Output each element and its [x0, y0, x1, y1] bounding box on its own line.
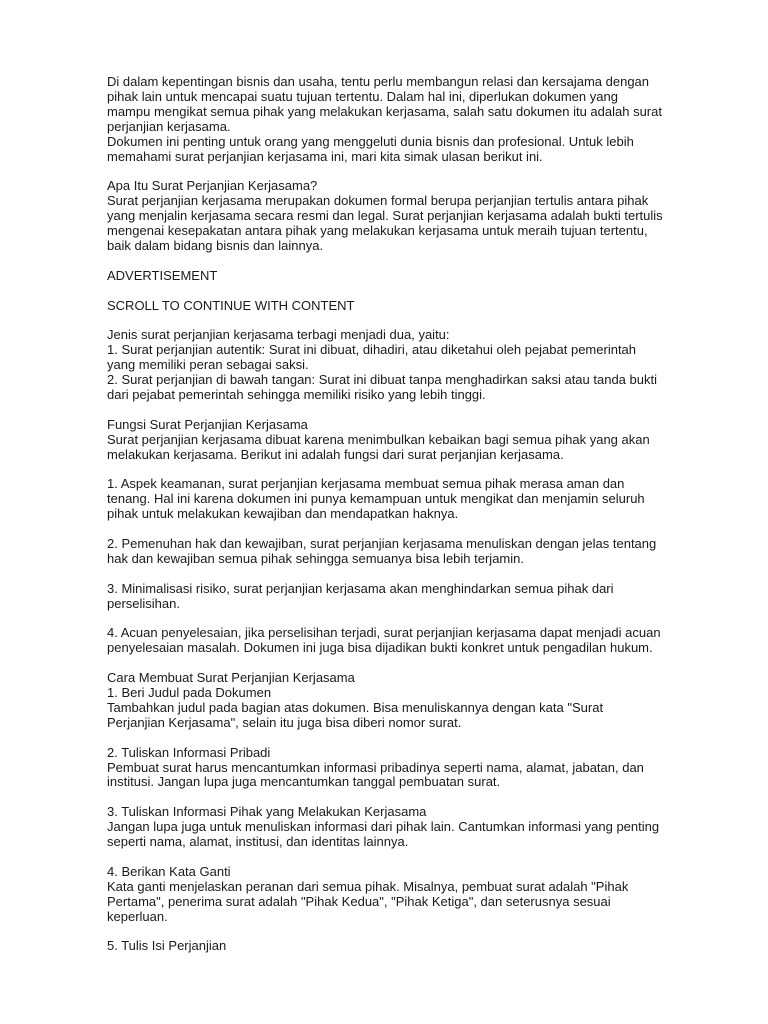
text-line: 3. Minimalisasi risiko, surat perjanjian kerjasama akan menghindarkan semua pihak dari — [107, 580, 614, 596]
paragraph — [107, 671, 707, 731]
paragraph — [107, 537, 707, 567]
paragraph — [107, 75, 707, 164]
text-line: yang memiliki peran sebagai saksi. — [107, 357, 309, 373]
text-line: Jangan lupa juga untuk menuliskan informasi dari pihak lain. Cantumkan informasi yang penting — [107, 819, 660, 835]
paragraph — [107, 865, 707, 925]
text-line: 1. Beri Judul pada Dokumen — [107, 685, 272, 700]
paragraph — [107, 626, 707, 656]
text-line: melakukan kerjasama. Berikut ini adalah fungsi dari surat perjanjian kerjasama. — [107, 446, 564, 462]
text-line: 2. Surat perjanjian di bawah tangan: Surat ini dibuat tanpa menghadirkan saksi atau tanda bukti — [107, 372, 657, 388]
text-line: Jenis surat perjanjian kerjasama terbagi menjadi dua, yaitu: — [107, 327, 450, 343]
text-line: Fungsi Surat Perjanjian Kerjasama — [107, 416, 308, 432]
paragraph — [107, 299, 707, 314]
text-line: Pembuat surat harus mencantumkan informasi pribadinya seperti nama, alamat, jabatan, dan — [107, 759, 644, 775]
text-line: 2. Tuliskan Informasi Pribadi — [107, 744, 271, 760]
text-line: Di dalam kepentingan bisnis dan usaha, tentu perlu membangun relasi dan kersajama dengan — [107, 74, 650, 89]
text-line: Dokumen ini penting untuk orang yang menggeluti dunia bisnis dan profesional. Untuk lebih — [107, 133, 634, 149]
text-line: 2. Pemenuhan hak dan kewajiban, surat perjanjian kerjasama menuliskan dengan jelas tentang — [107, 535, 657, 551]
text-line: Surat perjanjian kerjasama merupakan dokumen formal berupa perjanjian tertulis antara pihak — [107, 193, 649, 209]
text-line: institusi. Jangan lupa juga mencantumkan tanggal pembuatan surat. — [107, 774, 501, 790]
text-line: Surat perjanjian kerjasama dibuat karena menimbulkan kebaikan bagi semua pihak yang akan — [107, 431, 650, 447]
paragraph — [107, 269, 707, 284]
text-line: Kata ganti menjelaskan peranan dari semua pihak. Misalnya, pembuat surat adalah "Pihak — [107, 878, 629, 894]
paragraph — [107, 582, 707, 612]
text-line: SCROLL TO CONTINUE WITH CONTENT — [107, 297, 355, 313]
text-line: mengenai kesepakatan antara pihak yang melakukan kerjasama untuk meraih tujuan tertentu, — [107, 223, 648, 239]
text-line: Apa Itu Surat Perjanjian Kerjasama? — [107, 178, 318, 194]
paragraph — [107, 939, 707, 954]
text-line: seperti nama, alamat, institusi, dan identitas lainnya. — [107, 834, 409, 850]
document-page — [107, 75, 707, 969]
paragraph — [107, 179, 707, 254]
text-line: baik dalam bidang bisnis dan lainnya. — [107, 237, 324, 253]
paragraph — [107, 805, 707, 850]
text-line: 4. Berikan Kata Ganti — [107, 863, 231, 879]
text-line: pihak lain untuk mencapai suatu tujuan tertentu. Dalam hal ini, diperlukan dokumen yang — [107, 88, 618, 104]
text-line: mampu mengikat semua pihak yang melakukan kerjasama, salah satu dokumen itu adalah surat — [107, 103, 662, 119]
text-line: 3. Tuliskan Informasi Pihak yang Melakukan Kerjasama — [107, 804, 427, 820]
text-line: dari pejabat pemerintah sehingga memiliki risiko yang lebih tinggi. — [107, 386, 486, 402]
text-line: Cara Membuat Surat Perjanjian Kerjasama — [107, 670, 355, 686]
paragraph — [107, 477, 707, 522]
text-line: memahami surat perjanjian kerjasama ini, mari kita simak ulasan berikut ini. — [107, 148, 543, 164]
text-line: Perjanjian Kerjasama", selain itu juga bisa diberi nomor surat. — [107, 714, 462, 730]
paragraph — [107, 418, 707, 463]
text-line: 1. Aspek keamanan, surat perjanjian kerjasama membuat semua pihak merasa aman dan — [107, 476, 625, 492]
text-line: pihak untuk melakukan kewajiban dan mendapatkan haknya. — [107, 506, 459, 522]
text-line: yang menjalin kerjasama secara resmi dan legal. Surat perjanjian kerjasama adalah bukti tertulis — [107, 208, 663, 224]
text-line: 1. Surat perjanjian autentik: Surat ini dibuat, dihadiri, atau diketahui oleh pejabat pemerintah — [107, 342, 637, 358]
paragraph — [107, 746, 707, 791]
text-line: perjanjian kerjasama. — [107, 118, 231, 134]
text-line: 5. Tulis Isi Perjanjian — [107, 938, 227, 954]
text-line: penyelesaian masalah. Dokumen ini juga bisa dijadikan bukti konkret untuk pengadilan hukum. — [107, 640, 653, 656]
text-line: keperluan. — [107, 908, 168, 924]
text-line: tenang. Hal ini karena dokumen ini punya kemampuan untuk mengikat dan menjamin seluruh — [107, 491, 645, 507]
paragraph — [107, 328, 707, 403]
text-line: Tambahkan judul pada bagian atas dokumen. Bisa menuliskannya dengan kata "Surat — [107, 699, 604, 715]
text-line: ADVERTISEMENT — [107, 267, 218, 283]
text-line: Pertama", penerima surat adalah "Pihak Kedua", "Pihak Ketiga", dan seterusnya sesuai — [107, 893, 611, 909]
text-line: 4. Acuan penyelesaian, jika perselisihan terjadi, surat perjanjian kerjasama dapat menjadi acuan — [107, 625, 661, 641]
text-line: perselisihan. — [107, 595, 180, 611]
text-line: hak dan kewajiban semua pihak sehingga semuanya bisa lebih terjamin. — [107, 550, 524, 566]
